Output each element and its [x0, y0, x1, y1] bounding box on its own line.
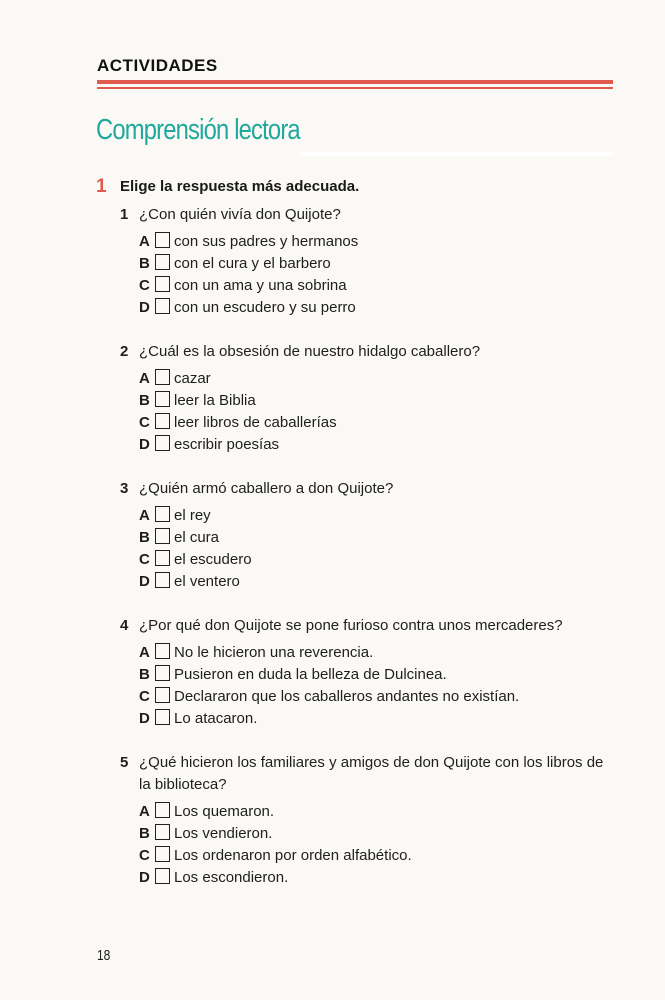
option-c[interactable] — [139, 549, 252, 571]
option-letter: C — [139, 414, 150, 431]
option-text: Declararon que los caballeros andantes no existían. — [174, 688, 520, 705]
checkbox[interactable] — [155, 254, 170, 270]
section-divider — [300, 152, 613, 156]
question-text: ¿Por qué don Quijote se pone furioso contra unos mercaderes? — [139, 617, 563, 634]
checkbox[interactable] — [155, 413, 170, 429]
option-text: Los ordenaron por orden alfabético. — [174, 847, 412, 864]
option-letter: A — [139, 507, 150, 524]
checkbox[interactable] — [155, 232, 170, 248]
option-c[interactable] — [139, 275, 358, 297]
activity-instruction: Elige la respuesta más adecuada. — [120, 178, 360, 195]
question-number: 5 — [120, 754, 129, 771]
option-letter: D — [139, 869, 150, 886]
option-letter: C — [139, 688, 150, 705]
option-text: con el cura y el barbero — [174, 255, 331, 272]
option-b[interactable] — [139, 823, 412, 845]
checkbox[interactable] — [155, 572, 170, 588]
question-number: 3 — [120, 480, 129, 497]
option-letter: A — [139, 644, 150, 661]
header-rule-thin — [97, 87, 613, 89]
section-title: Comprensión lectora — [96, 114, 300, 146]
options-2 — [139, 368, 337, 456]
option-letter: D — [139, 299, 150, 316]
question-number: 1 — [120, 206, 129, 223]
option-text: Los vendieron. — [174, 825, 273, 842]
option-d[interactable] — [139, 297, 358, 319]
checkbox[interactable] — [155, 709, 170, 725]
option-text: cazar — [174, 370, 211, 387]
option-text: Los quemaron. — [174, 803, 275, 820]
option-text: el rey — [174, 507, 211, 524]
header-rule-thick — [97, 80, 613, 84]
checkbox[interactable] — [155, 868, 170, 884]
option-letter: D — [139, 710, 150, 727]
question-5 — [120, 752, 612, 796]
option-letter: A — [139, 370, 150, 387]
option-a[interactable] — [139, 368, 337, 390]
option-a[interactable] — [139, 505, 252, 527]
question-text: ¿Qué hicieron los familiares y amigos de don Quijote con los libros de la biblioteca? — [139, 754, 604, 793]
option-letter: B — [139, 529, 150, 546]
option-b[interactable] — [139, 527, 252, 549]
checkbox[interactable] — [155, 846, 170, 862]
option-text: Lo atacaron. — [174, 710, 258, 727]
option-c[interactable] — [139, 412, 337, 434]
checkbox[interactable] — [155, 528, 170, 544]
question-2 — [120, 341, 615, 363]
question-text: ¿Con quién vivía don Quijote? — [139, 206, 341, 223]
option-letter: B — [139, 825, 150, 842]
option-text: el cura — [174, 529, 220, 546]
checkbox[interactable] — [155, 550, 170, 566]
checkbox[interactable] — [155, 506, 170, 522]
activity-number: 1 — [96, 176, 107, 197]
options-3 — [139, 505, 252, 593]
option-letter: C — [139, 847, 150, 864]
question-number: 2 — [120, 343, 129, 360]
header-title: ACTIVIDADES — [97, 56, 218, 75]
option-letter: A — [139, 803, 150, 820]
question-4 — [120, 615, 615, 637]
option-text: leer libros de caballerías — [174, 414, 337, 431]
option-letter: C — [139, 551, 150, 568]
option-d[interactable] — [139, 708, 519, 730]
option-b[interactable] — [139, 664, 519, 686]
option-letter: D — [139, 573, 150, 590]
question-text: ¿Quién armó caballero a don Quijote? — [139, 480, 394, 497]
option-letter: B — [139, 666, 150, 683]
option-c[interactable] — [139, 686, 519, 708]
option-d[interactable] — [139, 867, 412, 889]
checkbox[interactable] — [155, 687, 170, 703]
question-3 — [120, 478, 615, 500]
option-a[interactable] — [139, 801, 412, 823]
checkbox[interactable] — [155, 276, 170, 292]
option-text: escribir poesías — [174, 436, 280, 453]
option-c[interactable] — [139, 845, 412, 867]
option-text: con un ama y una sobrina — [174, 277, 347, 294]
option-text: con sus padres y hermanos — [174, 233, 359, 250]
option-text: con un escudero y su perro — [174, 299, 356, 316]
options-1 — [139, 231, 358, 319]
checkbox[interactable] — [155, 643, 170, 659]
option-text: No le hicieron una reverencia. — [174, 644, 374, 661]
option-a[interactable] — [139, 231, 358, 253]
option-letter: C — [139, 277, 150, 294]
options-4 — [139, 642, 519, 730]
checkbox[interactable] — [155, 391, 170, 407]
option-b[interactable] — [139, 253, 358, 275]
page-number: 18 — [97, 947, 111, 964]
question-1 — [120, 204, 615, 226]
option-text: Pusieron en duda la belleza de Dulcinea. — [174, 666, 447, 683]
checkbox[interactable] — [155, 369, 170, 385]
option-b[interactable] — [139, 390, 337, 412]
option-text: el ventero — [174, 573, 240, 590]
checkbox[interactable] — [155, 824, 170, 840]
question-text: ¿Cuál es la obsesión de nuestro hidalgo caballero? — [139, 343, 481, 360]
option-letter: B — [139, 392, 150, 409]
option-letter: A — [139, 233, 150, 250]
checkbox[interactable] — [155, 802, 170, 818]
option-text: Los escondieron. — [174, 869, 289, 886]
option-letter: B — [139, 255, 150, 272]
option-d[interactable] — [139, 434, 337, 456]
checkbox[interactable] — [155, 298, 170, 314]
option-a[interactable] — [139, 642, 519, 664]
options-5 — [139, 801, 412, 889]
question-number: 4 — [120, 617, 129, 634]
option-text: leer la Biblia — [174, 392, 256, 409]
option-text: el escudero — [174, 551, 252, 568]
checkbox[interactable] — [155, 665, 170, 681]
option-d[interactable] — [139, 571, 252, 593]
option-letter: D — [139, 436, 150, 453]
checkbox[interactable] — [155, 435, 170, 451]
